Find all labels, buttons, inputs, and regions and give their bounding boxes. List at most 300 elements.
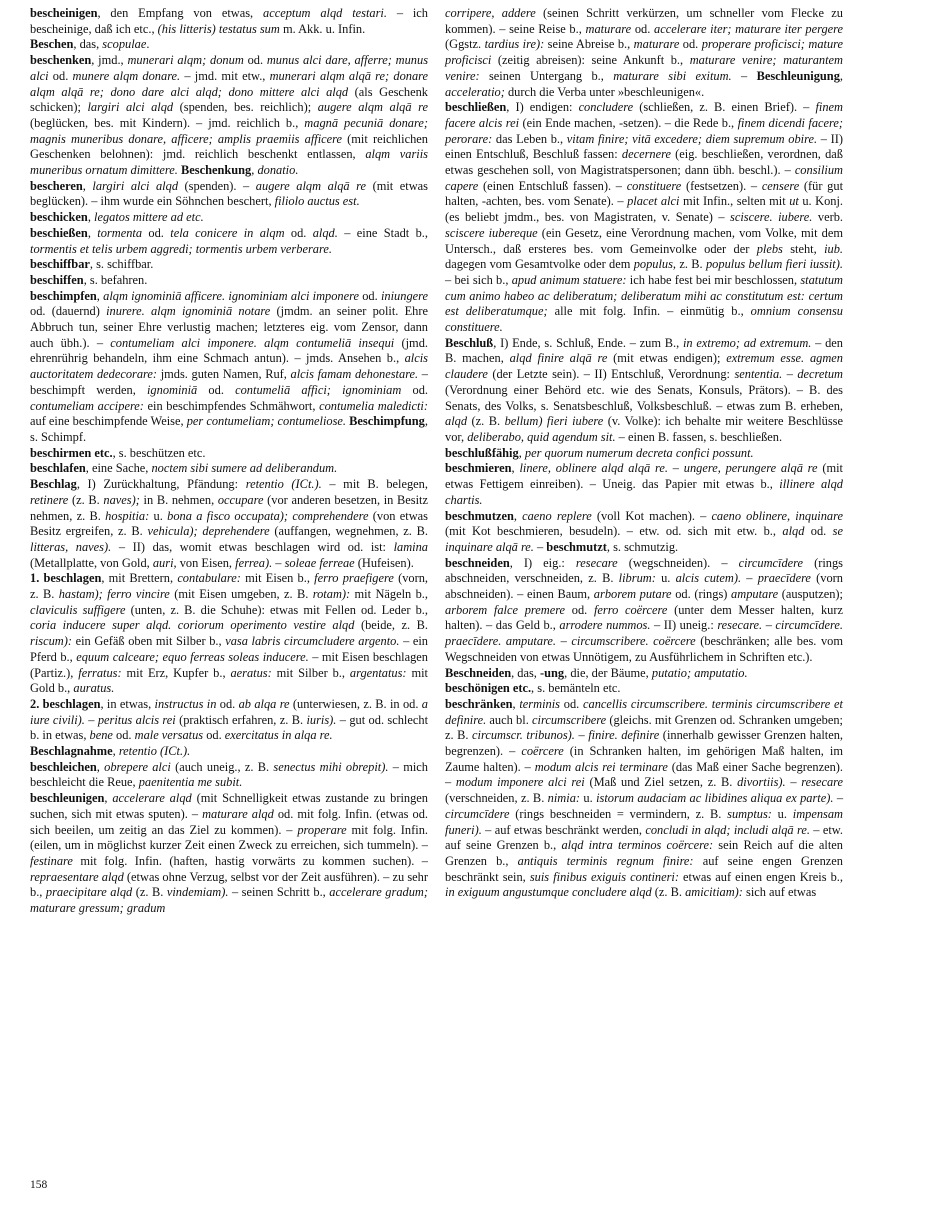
headword: beschiffbar — [30, 257, 90, 272]
german-text: – — [574, 728, 589, 743]
german-text: od. — [804, 524, 833, 539]
headword: beschleichen — [30, 759, 97, 774]
german-text: etwas auf einen engen Kreis b., — [678, 869, 843, 884]
latin-text: alqd. — [312, 225, 338, 240]
german-text: (gleichs. mit Grenzen od. Schranken umgeben; z. B. — [445, 712, 843, 743]
latin-text: finire. definire — [588, 728, 660, 743]
german-text: (seinen Schritt verkürzen, um schneller vom Flecke zu kommen). – seine Reise b., — [445, 6, 843, 36]
headword: beschleunigen — [30, 791, 105, 806]
german-text: (festsetzen). – — [681, 178, 762, 193]
latin-text: vitam finire; vitā excedere; diem supremum obire. — [566, 131, 818, 146]
headword: 2. beschlagen — [30, 696, 101, 711]
latin-text: putatio; amputatio. — [651, 665, 748, 680]
german-text: u. — [655, 571, 676, 586]
dictionary-entry — [445, 681, 843, 697]
left-column — [30, 6, 428, 917]
latin-text: retentio (ICt.). — [118, 744, 191, 759]
latin-text: vasa labris circumcludere argento. — [225, 634, 400, 649]
latin-text: senectus mihi obrepit). — [273, 759, 389, 774]
german-text: (mit Kot beschmieren, besudeln). – etw. od. sich mit etw. b., — [445, 524, 783, 539]
german-text: (vorn abschneiden). – einen Baum, — [445, 571, 844, 602]
headword: beschicken — [30, 210, 88, 225]
latin-text: paenitentia me subit. — [138, 775, 243, 790]
latin-text: in extremo; ad extremum. — [682, 335, 812, 350]
german-text: seine Abreise b., — [544, 37, 634, 52]
german-text: mit Nägeln b., — [350, 587, 428, 602]
latin-text: donatio. — [257, 163, 299, 178]
german-text: od. — [559, 696, 584, 711]
german-text: , die, der Bäume, — [564, 665, 652, 680]
latin-text: modum alcis rei terminare — [534, 759, 668, 774]
german-text: mit Erz, Kupfer b., — [121, 665, 231, 680]
german-text: sich auf etwas — [742, 885, 817, 900]
latin-text: constituere — [626, 178, 682, 193]
german-text: (ein Ende machen, -setzen). – die Rede b., — [519, 115, 738, 130]
dictionary-entry — [30, 697, 428, 744]
latin-text: (his litteris) testatus sum — [157, 21, 280, 36]
latin-text: munere alqm donare. — [72, 68, 181, 83]
german-text: – einen B. fassen, s. beschließen. — [615, 429, 783, 444]
latin-text: munerari alqm; donum — [127, 53, 244, 68]
latin-text: decernere — [621, 147, 671, 162]
latin-text: vehicula); deprehendere — [147, 524, 270, 539]
german-text: – — [741, 571, 758, 586]
latin-text: festinare — [30, 853, 73, 868]
latin-text: contumeliā affici; ignominiam — [235, 382, 402, 397]
headword: beschmutzen — [445, 508, 514, 523]
headword: beschlafen — [30, 461, 86, 476]
german-text: od. — [358, 288, 381, 303]
dictionary-entry — [445, 461, 843, 508]
german-text: od. — [284, 225, 313, 240]
german-text: od. — [216, 696, 239, 711]
german-text: od. (rings) — [671, 587, 732, 602]
latin-text: noctem sibi sumere ad deliberandum. — [151, 461, 338, 476]
german-text: od. — [203, 728, 225, 743]
latin-text: per contumeliam; contumeliose. — [186, 414, 347, 429]
latin-text: largiri alci alqd — [87, 100, 174, 115]
headword: beschimpfen — [30, 288, 97, 303]
headword: beschenken — [30, 53, 92, 68]
german-text: , I) Ende, s. Schluß, Ende. – zum B., — [493, 335, 683, 350]
german-text: (vorn, z. B. — [30, 571, 429, 602]
german-text: in B. nehmen, — [139, 492, 218, 507]
german-text: , — [512, 696, 520, 711]
german-text: , I) Zurückhaltung, Pfändung: — [76, 477, 246, 492]
german-text: – — [533, 539, 547, 554]
german-text: (beglücken, bes. mit Kindern). – jmd. reichlich b., — [30, 115, 305, 130]
german-text: z. B. — [676, 257, 706, 272]
latin-text: arborem putare — [593, 587, 672, 602]
german-text: u. — [580, 791, 597, 806]
latin-text: sciscere iubereque — [445, 225, 538, 240]
latin-text: alqm variis muneribus ornatum dimittere. — [30, 147, 429, 178]
latin-text: acceleratio; — [445, 84, 505, 99]
german-text: – — [785, 775, 802, 790]
headword: Beschleunigung — [756, 68, 840, 83]
headword: beschneiden — [445, 555, 510, 570]
headword: beschönigen etc. — [445, 681, 532, 696]
german-text: , das, — [73, 37, 103, 52]
latin-text: claviculis suffigere — [30, 602, 126, 617]
headword: beschmieren — [445, 461, 512, 476]
latin-text: litteras, naves). — [30, 539, 112, 554]
latin-text: soleae ferreae — [284, 555, 355, 570]
dictionary-entry — [445, 697, 843, 901]
latin-text: suis finibus exiguis contineri: — [529, 869, 679, 884]
german-text: (für gut halten, -achten, bes. vom Senate). – — [445, 178, 844, 209]
german-text: ich habe fest bei mir beschlossen, — [626, 272, 801, 287]
german-text: od. — [679, 37, 702, 52]
latin-text: antiquis terminis regnum finire: — [517, 853, 694, 868]
german-text: , das, — [511, 665, 541, 680]
latin-text: peritus alcis rei — [97, 712, 176, 727]
german-text: (beschränken; alle bes. vom Wegschneiden von etwas Unnötigem, zu Ausführlichem in Schriften etc.). — [445, 634, 843, 664]
german-text: , — [839, 68, 844, 83]
latin-text: amicitiam): — [685, 885, 743, 900]
german-text: (z. B. — [651, 885, 686, 900]
latin-text: accelerare iter; maturare iter pergere — [654, 21, 843, 36]
german-text: – ein Pferd b., — [30, 634, 429, 664]
german-text: , — [96, 288, 104, 303]
german-text: – seinen Schritt b., — [228, 885, 330, 900]
latin-text: maturare — [633, 37, 680, 52]
german-text: (innerhalb gewisser Grenzen halten, begrenzen). – — [445, 728, 844, 759]
german-text: , s. schiffbar. — [89, 257, 154, 272]
german-text: od. (dauernd) — [30, 304, 107, 319]
latin-text: resecare — [575, 555, 618, 570]
headword: beschlußfähig — [445, 445, 519, 460]
right-column — [445, 6, 843, 901]
latin-text: naves); — [103, 492, 140, 507]
latin-text: rotam): — [312, 587, 351, 602]
latin-text: terminis — [519, 696, 560, 711]
latin-text: augere alqm alqā re — [317, 100, 428, 115]
german-text: mit Eisen b., — [240, 571, 315, 586]
headword: beschließen — [445, 100, 507, 115]
german-text: (unter dem Messer halten, kurz halten). – das Geld b., — [445, 602, 843, 633]
latin-text: resecare — [801, 775, 844, 790]
latin-text: munerari alqm alqā re; donare alqm alqā re; dono dare alci alqd; dono mittere alci alqd — [30, 68, 429, 99]
german-text: , — [511, 461, 520, 476]
german-text: , s. beschützen etc. — [112, 445, 206, 460]
german-text: , den Empfang von etwas, — [97, 6, 263, 20]
german-text: (Verordnung einer Behörd etc. wie des Senats, Konsuls, Prätors). – B. des Senats, des Volks, s. Senatsbeschluß, Volksbeschluß. – etwas zum B. erheben, — [445, 382, 843, 413]
latin-text: circumscr. tribunos). — [472, 728, 575, 743]
latin-text: instructus in — [154, 696, 217, 711]
german-text: (vor anderen besetzen, in Besitz nehmen, z. B. — [30, 492, 428, 523]
german-text: (spenden, bes. reichlich); — [173, 100, 318, 115]
latin-text: hastam); ferro vincire — [58, 587, 170, 602]
german-text: , s. Schimpf. — [30, 414, 428, 444]
dictionary-entry — [445, 6, 843, 100]
german-text: (das Maß einer Sache begrenzen). – — [445, 759, 844, 790]
latin-text: maturare sibi exitum. — [613, 68, 732, 83]
german-text: u. Konj. (es beliebt jmdm., bes. von Magistraten, v. Senate) – — [445, 194, 844, 225]
dictionary-entry — [30, 53, 428, 179]
latin-text: corripere, addere — [445, 6, 536, 20]
german-text: od. — [142, 225, 171, 240]
latin-text: inurere. alqm ignominiā notare — [106, 304, 271, 319]
headword: beschränken — [445, 696, 513, 711]
headword: Beschlag — [30, 477, 77, 492]
latin-text: ferrea). — [235, 555, 273, 570]
german-text: – II) uneig.: — [650, 618, 718, 633]
latin-text: ignominiā — [146, 382, 198, 397]
german-text: (Metallplatte, von Gold, — [30, 555, 153, 570]
german-text: dagegen vom Gesamtvolke oder dem — [445, 257, 634, 272]
page-number: 158 — [30, 1179, 48, 1191]
latin-text: circumcīdere — [738, 555, 804, 570]
latin-text: contumelia maledicti: — [319, 398, 428, 413]
dictionary-entry — [30, 226, 428, 257]
german-text: , — [82, 178, 93, 193]
latin-text: populus, — [633, 257, 677, 272]
latin-text: concludi in alqd; includi alqā re. — [645, 822, 810, 837]
dictionary-entry — [30, 289, 428, 446]
latin-text: coria inducere super alqd. coriorum operimento vestire alqd — [30, 618, 355, 633]
latin-text: coërcere — [521, 744, 564, 759]
latin-text: alqd finire alqā re — [509, 351, 608, 366]
latin-text: alqm ignominiā afficere. ignominiam alci imponere — [103, 288, 359, 303]
german-text: , — [251, 163, 258, 178]
german-text: mit folg. Infin. (eilen, um in möglichst kurzer Zeit einen Zweck zu erreichen, sich tummeln). – — [30, 822, 428, 853]
german-text: (auffangen, wegnehmen, z. B. — [269, 524, 428, 539]
latin-text: bene — [89, 728, 113, 743]
german-text: (verschneiden, z. B. — [445, 791, 548, 806]
latin-text: tormenta — [97, 225, 143, 240]
german-text: alle mit folg. Infin. – einmütig b., — [547, 304, 751, 319]
dictionary-entry — [30, 571, 428, 697]
german-text: ein beschimpfendes Schmähwort, — [143, 398, 320, 413]
german-text: – II) einen Entschluß, Beschluß fassen: — [445, 131, 843, 162]
latin-text: caeno replere — [522, 508, 592, 523]
latin-text: equum calceare; equo ferreas soleas inducere. — [76, 649, 309, 664]
german-text: (einen Entschluß fassen). – — [478, 178, 627, 193]
german-text: das Leben b., — [492, 131, 567, 146]
latin-text: linere, oblinere alqd alqā re. – ungere, perungere alqā re — [519, 461, 818, 476]
latin-text: iub. — [824, 241, 843, 256]
german-text: mit Infin., selten mit — [679, 194, 790, 209]
headword: beschießen — [30, 225, 88, 240]
headword: Beschneiden — [445, 665, 512, 680]
german-text: od. — [197, 382, 236, 397]
latin-text: aeratus: — [230, 665, 272, 680]
latin-text: contumeliam alci imponere. alqm contumeliā insequi — [110, 335, 395, 350]
latin-text: ferro praefigere — [314, 571, 394, 586]
german-text: od. — [243, 53, 267, 68]
dictionary-entry — [30, 461, 428, 477]
german-text: , s. bemänteln etc. — [531, 681, 621, 696]
latin-text: deliberabo, quid agendum sit. — [467, 429, 616, 444]
german-text: mit Silber b., — [271, 665, 350, 680]
german-text: , s. befahren. — [83, 272, 148, 287]
latin-text: sumptus: — [727, 806, 772, 821]
latin-text: cancellis circumscribere. terminis circumscribere et definire. — [445, 696, 843, 727]
headword: Beschlagnahme — [30, 744, 113, 759]
latin-text: statutum cum animo habeo ac deliberatum; deliberatum mihi ac constitutum est: certum est deliberatumque; — [445, 272, 843, 319]
german-text: (mit etwas Fettigem einreiben). – Uneig. das Papier mit etwas b., — [445, 461, 844, 492]
german-text: , — [87, 225, 98, 240]
german-text: , in etwas, — [100, 696, 155, 711]
latin-text: maturare — [585, 21, 632, 36]
german-text: – beschimpft werden, — [30, 367, 428, 397]
german-text: (Ggstz. — [445, 37, 485, 52]
german-text: (z. B. — [132, 885, 167, 900]
latin-text: omnium consensu constituere. — [445, 304, 843, 335]
latin-text: lamina — [393, 539, 428, 554]
latin-text: auratus. — [73, 681, 115, 696]
latin-text: finem dicendi facere; perorare: — [445, 115, 844, 146]
latin-text: occupare — [217, 492, 264, 507]
german-text: auf seine engen Grenzen beschränkt sein, — [445, 853, 843, 884]
latin-text: iuris). — [306, 712, 337, 727]
german-text: , — [112, 744, 119, 759]
latin-text: censere — [761, 178, 800, 193]
german-text: (schließen, z. B. einen Brief). – — [633, 100, 816, 115]
german-text: verb. — [812, 210, 843, 225]
german-text: mit Gold b., — [30, 665, 428, 696]
latin-text: divortiis). — [737, 775, 786, 790]
german-text: (z. B. — [68, 492, 104, 507]
latin-text: largiri alci alqd — [92, 178, 179, 193]
latin-text: praecīdere — [757, 571, 811, 586]
latin-text: contabulare: — [177, 571, 241, 586]
latin-text: bona a fisco occupata); comprehendere — [167, 508, 369, 523]
german-text: , eine Sache, — [85, 461, 152, 476]
german-text: , — [104, 791, 113, 806]
german-text: – etw. auf seine Grenzen b., — [445, 822, 844, 853]
german-text: m. Akk. u. Infin. — [279, 21, 366, 36]
german-text: od. — [565, 602, 594, 617]
latin-text: praecipitare alqd — [45, 885, 133, 900]
dictionary-entry — [30, 210, 428, 226]
headword: Beschenkung — [181, 163, 252, 178]
german-text: (mit etwas beglücken). – ihm wurde ein Söhnchen beschert, — [30, 178, 428, 209]
german-text: (v. Volke): ich behalte mir weitere Beschlüsse vor, — [445, 414, 843, 444]
dictionary-entry — [445, 556, 843, 666]
latin-text: maturare venire; maturantem venire: — [445, 53, 844, 83]
latin-text: legatos mittere ad etc. — [94, 210, 204, 225]
latin-text: consilium capere — [445, 163, 843, 193]
latin-text: extremum esse. agmen claudere — [445, 351, 843, 382]
latin-text: in exiguum angustumque concludere alqd — [445, 885, 652, 900]
german-text: u. — [149, 508, 168, 523]
german-text: – mich beschleicht die Reue, — [30, 759, 428, 790]
latin-text: acceptum alqd testari. — [263, 6, 387, 20]
german-text: (praktisch erfahren, z. B. — [175, 712, 307, 727]
german-text: (Maß und Ziel setzen, z. B. — [584, 775, 738, 790]
latin-text: apud animum statuere: — [511, 272, 627, 287]
dictionary-entry — [30, 744, 428, 760]
dictionary-entry — [30, 273, 428, 289]
latin-text: augere alqm alqā re — [255, 178, 367, 193]
latin-text: nimia: — [547, 791, 581, 806]
latin-text: ut — [789, 194, 799, 209]
german-text: (als Geschenk schicken); — [30, 84, 428, 115]
german-text: , I) endigen: — [506, 100, 579, 115]
latin-text: vindemiam). — [166, 885, 229, 900]
german-text: (z. B. — [467, 414, 505, 429]
german-text: , — [518, 445, 525, 460]
latin-text: alqd — [445, 414, 468, 429]
german-text: (jmdm. an seiner polit. Ehre Abbruch tun, seiner Ehre verlustig machen; letzteres eig. vom Zensor, dann auch übh.). – — [30, 304, 428, 350]
german-text: auf eine beschimpfende Weise, — [30, 414, 187, 429]
latin-text: illinere alqd chartis. — [445, 477, 844, 507]
latin-text: tardius ire): — [484, 37, 545, 52]
dictionary-entry — [445, 446, 843, 462]
latin-text: exercitatus in alqa re. — [224, 728, 333, 743]
latin-text: accelerare alqd — [112, 791, 192, 806]
latin-text: modum imponere alci rei — [455, 775, 585, 790]
headword: beschirmen etc. — [30, 445, 113, 460]
german-text: – ich bescheinige, daß ich etc., — [30, 6, 428, 36]
german-text: – gut od. schlecht b. in etwas, — [30, 712, 429, 743]
german-text: od. — [631, 21, 654, 36]
german-text: (unterwiesen, z. B. in od. — [289, 696, 422, 711]
german-text: (voll Kot machen). – — [591, 508, 712, 523]
latin-text: librum: — [618, 571, 656, 586]
dictionary-entry — [445, 336, 843, 446]
latin-text: properare — [297, 822, 347, 837]
german-text: – auf etwas beschränkt werden, — [481, 822, 646, 837]
headword: bescheinigen — [30, 6, 98, 20]
german-text: steht, — [782, 241, 825, 256]
german-text: jmds. guten Namen, Ruf, — [157, 367, 291, 382]
german-text: od. — [401, 382, 428, 397]
latin-text: ferratus: — [78, 665, 122, 680]
german-text: , jmd., — [91, 53, 128, 68]
latin-text: per quorum numerum decreta confici possunt. — [524, 445, 754, 460]
german-text: (in Schranken halten, im gehörigen Maß halten, im Zaume halten). – — [445, 744, 843, 774]
german-text: , — [87, 210, 95, 225]
german-text: od. mit folg. Infin. (etwas od. sich beeilen, um zeitig an das Ziel zu kommen). – — [30, 806, 428, 837]
german-text: (zeitig abreisen): seine Ankunft b., — [491, 53, 690, 68]
latin-text: properare proficisci; mature proficisci — [445, 37, 844, 68]
german-text: auch bl. — [486, 712, 533, 727]
dictionary-entry — [445, 509, 843, 556]
german-text: – mit B. belegen, — [321, 477, 428, 492]
german-text: , — [96, 759, 105, 774]
german-text: (unten, z. B. die Schuhe): etwas mit Fellen od. Leder b., — [125, 602, 428, 617]
german-text: – II) das, womit etwas beschlagen wird od. ist: — [111, 539, 394, 554]
latin-text: magnā pecuniā donare; magnis muneribus donare, afficere; amplis praemiis afficere — [30, 115, 428, 146]
latin-text: iniungere — [380, 288, 428, 303]
german-text: (eig. beschließen, verordnen, daß etwas geschehen soll, von Magistratspersonen; dann übh. beschl.). – — [445, 147, 843, 178]
headword: bescheren — [30, 178, 83, 193]
latin-text: retentio (ICt.). — [245, 477, 322, 492]
german-text: – bei sich b., — [445, 272, 512, 287]
latin-text: amputare — [731, 587, 779, 602]
german-text: . — [146, 37, 150, 52]
dictionary-entry — [30, 477, 428, 571]
latin-text: alcis auctoritatem dedecorare: — [30, 351, 428, 382]
latin-text: riscum): — [30, 634, 72, 649]
latin-text: caeno oblinere, inquinare — [711, 508, 843, 523]
latin-text: plebs — [756, 241, 783, 256]
german-text: (der Letzte sein). – II) Entschluß, Verordnung: — [487, 367, 735, 382]
dictionary-entry — [30, 37, 428, 53]
german-text: durch die Verba unter »beschleunigen«. — [504, 84, 705, 99]
latin-text: impensam funeri). — [445, 806, 843, 837]
german-text: (rings beschneiden = vermindern, z. B. — [509, 806, 728, 821]
latin-text: repraesentare alqd — [30, 869, 124, 884]
latin-text: auri, — [152, 555, 177, 570]
latin-text: arborem falce premere — [445, 602, 566, 617]
latin-text: alcis cutem). — [675, 571, 742, 586]
headword: Beschimpfung — [349, 414, 425, 429]
german-text: – mit Eisen beschlagen (Partiz.), — [30, 649, 428, 680]
